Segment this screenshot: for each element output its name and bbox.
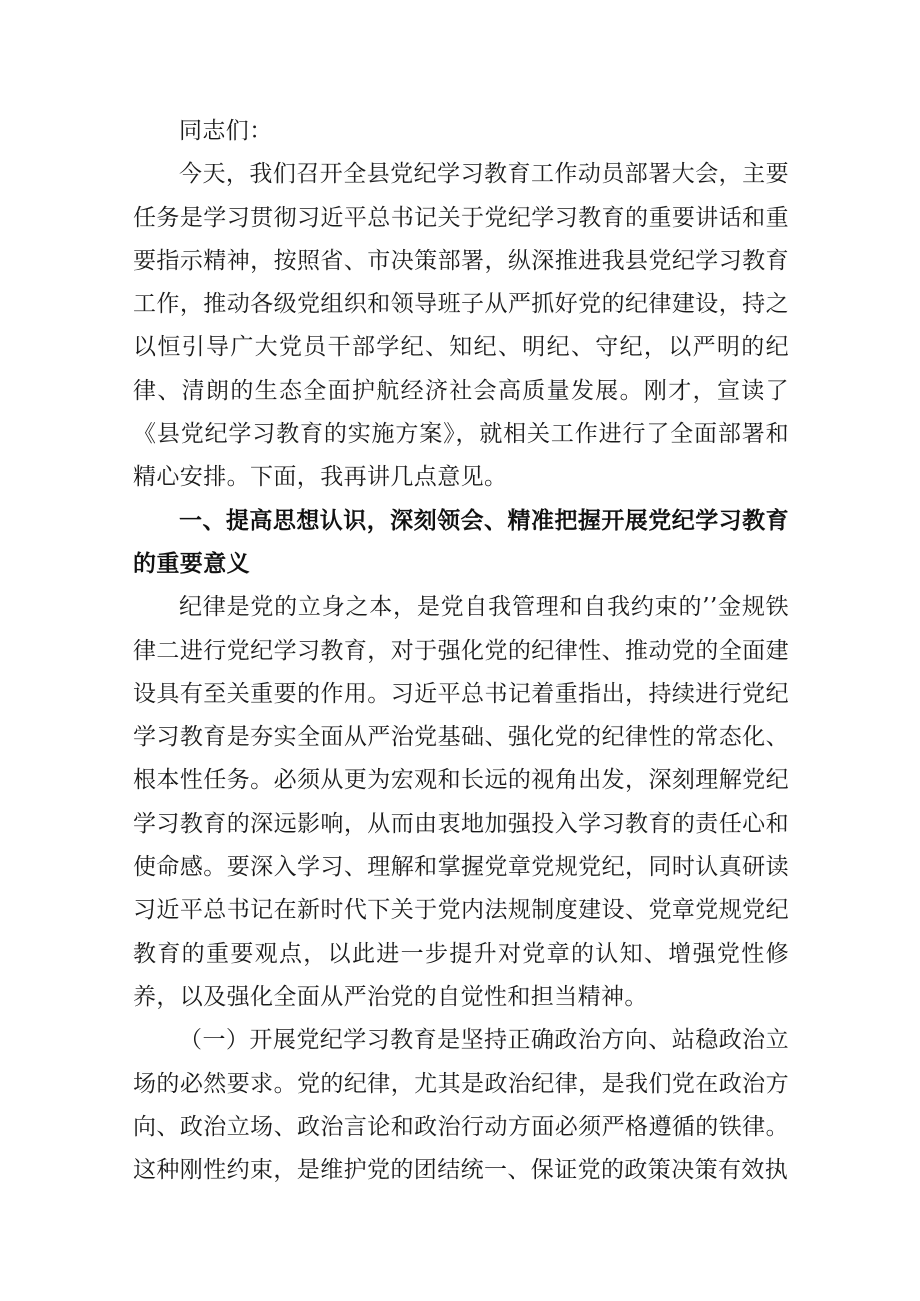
document-body bbox=[133, 110, 789, 1192]
section-heading: 一、提高思想认识，深刻领会、精准把握开展党纪学习教育的重要意义 bbox=[133, 507, 789, 577]
paragraph-discipline: 纪律是党的立身之本，是党自我管理和自我约束的’’金规铁律二进行党纪学习教育，对于强化党的纪律性、推动党的全面建设具有至关重要的作用。习近平总书记着重指出，持续进行党纪学习教育是夯实全面从严治党基础、强化党的纪律性的常态化、根本性任务。必须从更为宏观和长远的视角出发，深刻理解党纪学习教育的深远影响，从而由衷地加强投入学习教育的责任心和使命感。要深入学习、理解和掌握党章党规党纪，同时认真研读习近平总书记在新时代下关于党内法规制度建设、党章党规党纪教育的重要观点，以此进一步提升对党章的认知、增强党性修养，以及强化全面从严治党的自觉性和担当精神。 bbox=[133, 594, 789, 1010]
paragraph-opening: 今天，我们召开全县党纪学习教育工作动员部署大会，主要任务是学习贯彻习近平总书记关于党纪学习教育的重要讲话和重要指示精神，按照省、市决策部署，纵深推进我县党纪学习教育工作，推动各级党组织和领导班子从严抓好党的纪律建设，持之以恒引导广大党员干部学纪、知纪、明纪、守纪，以严明的纪律、清朗的生态全面护航经济社会高质量发展。刚才，宣读了《县党纪学习教育的实施方案》，就相关工作进行了全面部署和精心安排。下面，我再讲几点意见。 bbox=[133, 161, 789, 491]
paragraph-subpoint-1: （一）开展党纪学习教育是坚持正确政治方向、站稳政治立场的必然要求。党的纪律，尤其是政治纪律，是我们党在政治方向、政治立场、政治言论和政治行动方面必须严格遵循的铁律。这种刚性约束，是维护党的团结统一、保证党的政策决策有效执 bbox=[133, 1027, 789, 1184]
salutation: 同志们： bbox=[179, 118, 273, 144]
